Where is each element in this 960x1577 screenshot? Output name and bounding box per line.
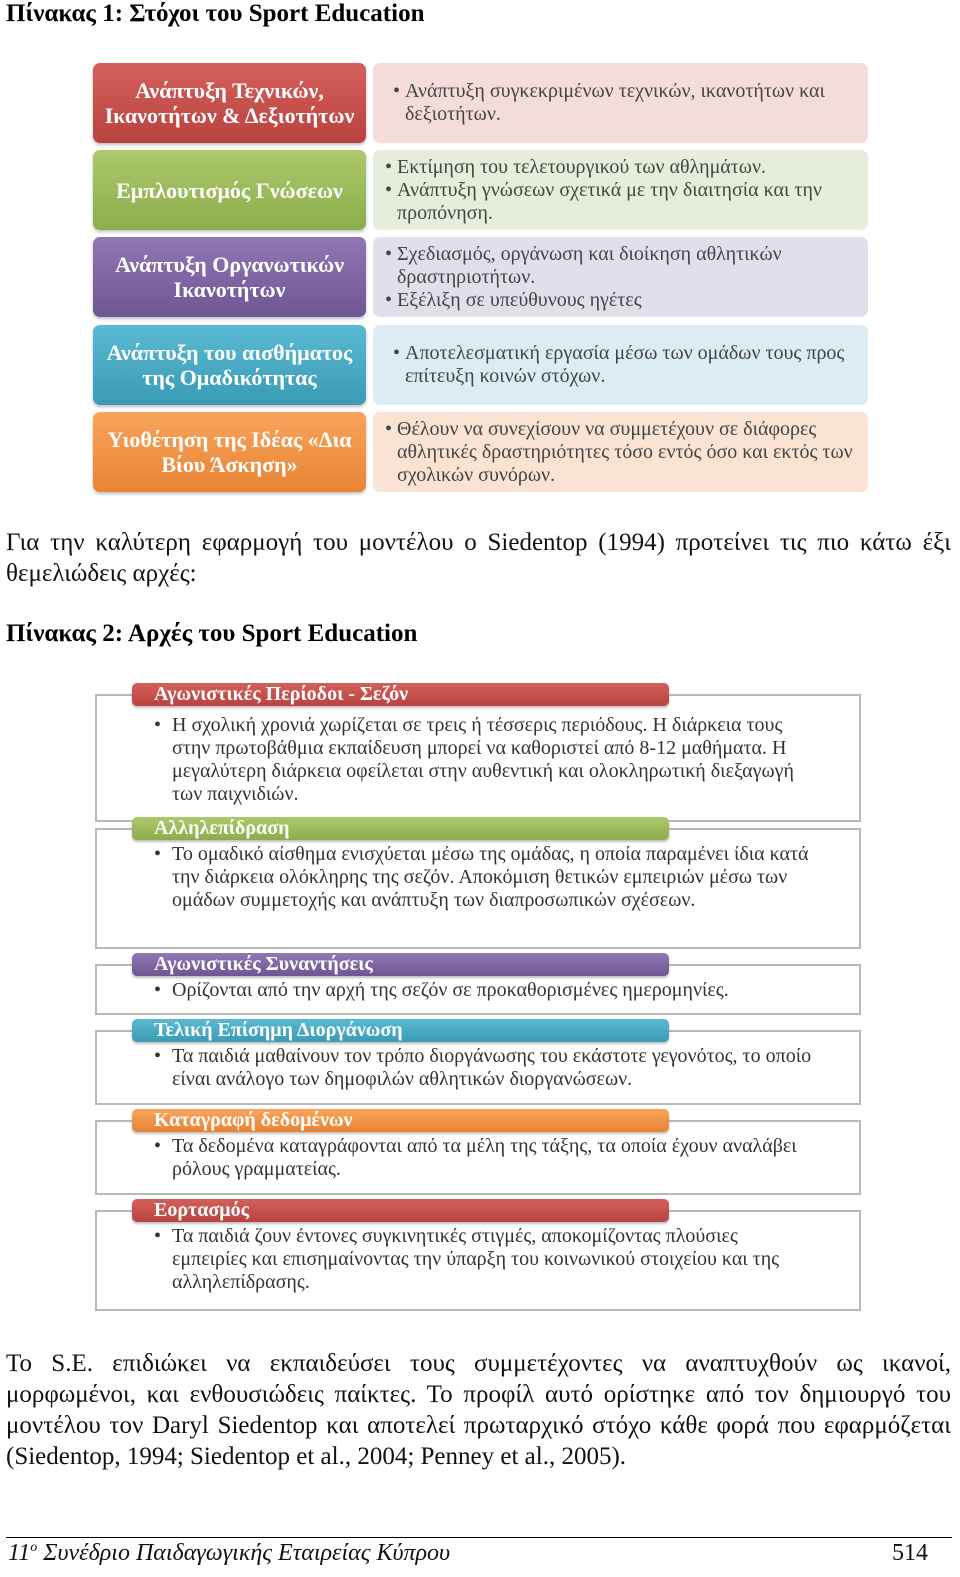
table2-section-text: • Τα δεδομένα καταγράφονται από τα μέλη της τάξης, τα οποία έχουν αναλάβει ρόλους γραμματείας.: [172, 1135, 812, 1181]
table1-bullet: • Αποτελεσματική εργασία μέσω των ομάδων τους προς επίτευξη κοινών στόχων.: [405, 342, 858, 388]
table1-row-content: [373, 150, 868, 230]
table1-row: [93, 237, 868, 317]
table1-bullet: • Ανάπτυξη γνώσεων σχετικά με την διαιτησία και την προπόνηση.: [397, 179, 858, 225]
table2-section-title: Αλληλεπίδραση: [132, 817, 669, 840]
footer-ordinal: ο: [30, 1540, 38, 1555]
footer-conference-name: Συνέδριο Παιδαγωγικής Εταιρείας Κύπρου: [43, 1540, 451, 1566]
table1-bullet: • Σχεδιασμός, οργάνωση και διοίκηση αθλητικών δραστηριοτήτων.: [397, 243, 858, 289]
footer-conference: [8, 1540, 450, 1567]
table1-bullet: • Θέλουν να συνεχίσουν να συμμετέχουν σε διάφορες αθλητικές δραστηριότητες τόσο εντός όσο και εκτός των σχολικών συνόρων.: [397, 418, 858, 487]
table1-caption: Πίνακας 1: Στόχοι του Sport Education: [6, 0, 425, 27]
table1-bullet: • Ανάπτυξη συγκεκριμένων τεχνικών, ικανοτήτων και δεξιοτήτων.: [405, 80, 858, 126]
table1-row-content: [373, 325, 868, 405]
table2-section-text: • Ορίζονται από την αρχή της σεζόν σε προκαθορισμένες ημερομηνίες.: [172, 979, 812, 1002]
page-number: 514: [892, 1540, 928, 1566]
footer-divider: [6, 1537, 952, 1538]
body-paragraph: Για την καλύτερη εφαρμογή του μοντέλου ο Siedentop (1994) προτείνει τις πιο κάτω έξι θεμελιώδεις αρχές:: [6, 529, 951, 587]
table1-bullet: • Εκτίμηση του τελετουργικού των αθλημάτων.: [397, 156, 858, 179]
table1-row-title: Ανάπτυξη του αισθήματος της Ομαδικότητας: [93, 325, 366, 405]
table2-section-text: • Το ομαδικό αίσθημα ενισχύεται μέσω της ομάδας, η οποία παραμένει ίδια κατά την διάρκεια ολόκληρης της σεζόν. Αποκόμιση θετικών εμπειριών μέσω των ομάδων συμμετοχής και ανάπτυξη των διαπροσωπικών σχέσεων.: [172, 843, 812, 912]
table1-row-content: [373, 63, 868, 143]
table1-row: [93, 63, 868, 143]
table1-row: [93, 150, 868, 230]
table2-section-title: Αγωνιστικές Συναντήσεις: [132, 953, 669, 976]
table2-section-title: Τελική Επίσημη Διοργάνωση: [132, 1019, 669, 1042]
table2-section-title: Εορτασμός: [132, 1199, 669, 1222]
table2-section-title: Αγωνιστικές Περίοδοι - Σεζόν: [132, 683, 669, 706]
table1-row: [93, 412, 868, 492]
table1-row: [93, 325, 868, 405]
table1-row-title: Υιοθέτηση της Ιδέας «Δια Βίου Άσκηση»: [93, 412, 366, 492]
table2-section-title: Καταγραφή δεδομένων: [132, 1109, 669, 1132]
table1-row-content: [373, 237, 868, 317]
table2-section-text: • Η σχολική χρονιά χωρίζεται σε τρεις ή τέσσερις περιόδους. Η διάρκεια τους στην πρωτοβάθμια εκπαίδευση μπορεί να καθοριστεί από 8-12 μαθήματα. Η μεγαλύτερη διάρκεια οφείλεται στην αυθεντική και ολοκληρωτική διεξαγωγή των παιχνιδιών.: [172, 714, 812, 806]
body-paragraph: Το S.E. επιδιώκει να εκπαιδεύσει τους συμμετέχοντες να αναπτυχθούν ως ικανοί, μορφωμένοι, και ενθουσιώδεις παίκτες. Το προφίλ αυτό ορίστηκε από τον δημιουργό του μοντέλου τον Daryl Siedentop και αποτελεί πρωταρχικό στόχο κάθε φορά που εφαρμόζεται (Siedentop, 1994; Siedentop et al., 2004; Penney et al., 2005).: [6, 1350, 951, 1470]
table2-section-text: • Τα παιδιά μαθαίνουν τον τρόπο διοργάνωσης του εκάστοτε γεγονότος, το οποίο είναι ανάλογο των δημοφιλών αθλητικών διοργανώσεων.: [172, 1045, 812, 1091]
table1-row-content: [373, 412, 868, 492]
table1-bullet: • Εξέλιξη σε υπεύθυνους ηγέτες: [397, 289, 858, 312]
table1-row-title: Ανάπτυξη Οργανωτικών Ικανοτήτων: [93, 237, 366, 317]
table2-section-text: • Τα παιδιά ζουν έντονες συγκινητικές στιγμές, αποκομίζοντας πλούσιες εμπειρίες και επισημαίνοντας την ύπαρξη του κοινωνικού στοιχείου και της αλληλεπίδρασης.: [172, 1225, 812, 1294]
table1-row-title: Ανάπτυξη Τεχνικών, Ικανοτήτων & Δεξιοτήτων: [93, 63, 366, 143]
table1-row-title: Εμπλουτισμός Γνώσεων: [93, 150, 366, 230]
table2-caption: Πίνακας 2: Αρχές του Sport Education: [6, 620, 418, 647]
footer-edition: 11: [8, 1540, 31, 1566]
